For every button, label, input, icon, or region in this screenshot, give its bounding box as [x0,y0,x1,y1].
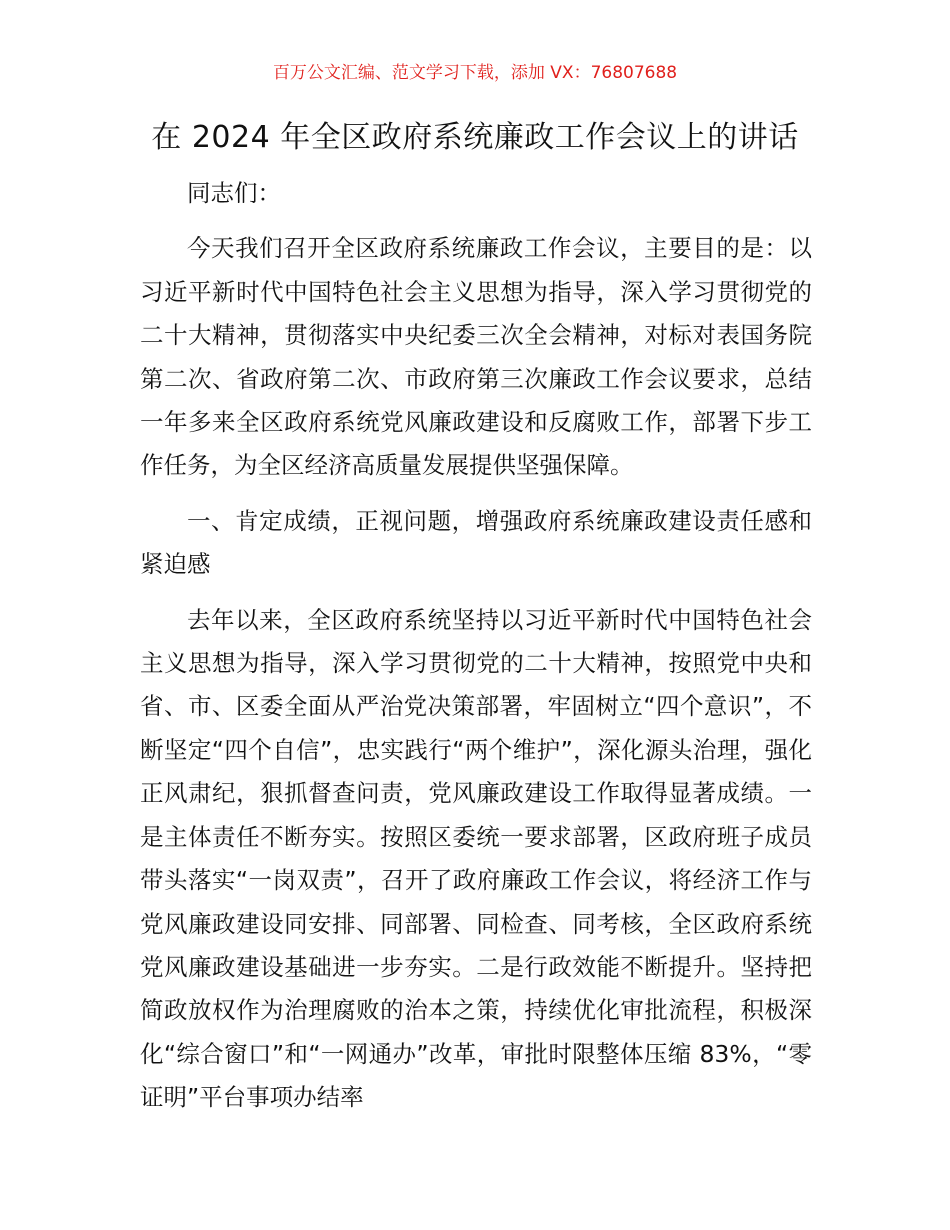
document-body [140,172,812,1132]
document-title: 在 2024 年全区政府系统廉政工作会议上的讲话 [151,120,799,155]
paragraph-achievements: 去年以来，全区政府系统坚持以习近平新时代中国特色社会主义思想为指导，深入学习贯彻党的二十大精神，按照党中央和省、市、区委全面从严治党决策部署，牢固树立“四个意识”，不断坚定“四个自信”，忠实践行“两个维护”，深化源头治理，强化正风肃纪，狠抓督查问责，党风廉政建设工作取得显著成绩。一是主体责任不断夯实。按照区委统一要求部署，区政府班子成员带头落实“一岗双责”，召开了政府廉政工作会议，将经济工作与党风廉政建设同安排、同部署、同检查、同考核，全区政府系统党风廉政建设基础进一步夯实。二是行政效能不断提升。坚持把简政放权作为治理腐败的治本之策，持续优化审批流程，积极深化“综合窗口”和“一网通办”改革，审批时限整体压缩 83%，“零证明”平台事项办结率 [140,605,812,1112]
section-heading-1: 一、肯定成绩，正视问题，增强政府系统廉政建设责任感和紧迫感 [140,506,812,579]
watermark-header: 百万公文汇编、范文学习下载，添加 VX：76807688 [272,63,678,83]
paragraph-intro: 今天我们召开全区政府系统廉政工作会议，主要目的是：以习近平新时代中国特色社会主义思想为指导，深入学习贯彻党的二十大精神，贯彻落实中央纪委三次全会精神，对标对表国务院第二次、省政府第二次、市政府第三次廉政工作会议要求，总结一年多来全区政府系统党风廉政建设和反腐败工作，部署下步工作任务，为全区经济高质量发展提供坚强保障。 [140,234,812,480]
salutation: 同志们： [187,179,281,207]
